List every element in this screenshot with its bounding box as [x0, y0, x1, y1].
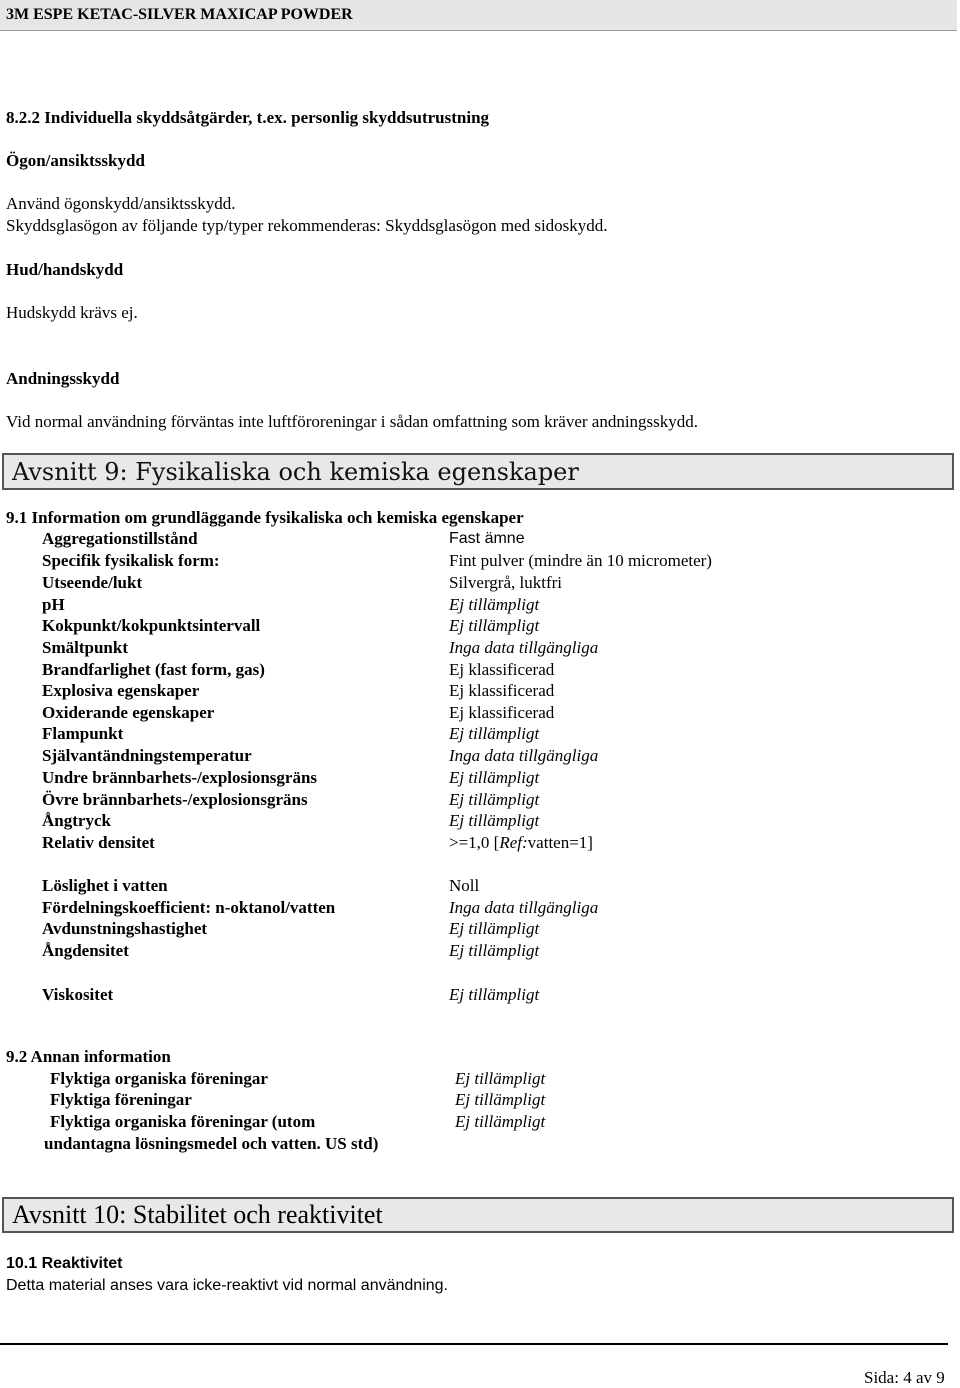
footer-divider [0, 1343, 948, 1345]
property-value: Ej tillämpligt [449, 985, 540, 1004]
property-label: Avdunstningshastighet [42, 919, 208, 938]
section-10-header [2, 1197, 954, 1233]
property-value: Ej tillämpligt [449, 724, 540, 743]
property-label: Aggregationstillstånd [42, 529, 198, 548]
subsection-9-2-heading [6, 1047, 171, 1067]
property-label: Oxiderande egenskaper [42, 703, 215, 722]
respiratory-protection-line: Vid normal användning förväntas inte luftföroreningar i sådan omfattning som kräver andningsskydd. [6, 412, 699, 431]
property-label: Kokpunkt/kokpunktsintervall [42, 616, 261, 635]
property-value: Fint pulver (mindre än 10 micrometer) [449, 551, 712, 570]
property-label: Löslighet i vatten [42, 876, 168, 895]
property-label: Undre brännbarhets-/explosionsgräns [42, 768, 318, 787]
property-value: Inga data tillgängliga [449, 746, 599, 765]
property-value: Ej tillämpligt [449, 790, 540, 809]
other-info-label: Flyktiga organiska föreningar (utom [50, 1112, 316, 1131]
other-info-label: Flyktiga organiska föreningar [50, 1069, 268, 1088]
subsection-10-1-number: 10.1 [6, 1255, 38, 1272]
respiratory-protection-heading: Andningsskydd [6, 369, 120, 388]
property-value: Ej tillämpligt [449, 768, 540, 787]
ref-label: Ref: [499, 833, 528, 852]
property-value [449, 833, 593, 853]
skin-protection-line: Hudskydd krävs ej. [6, 303, 138, 322]
subsection-9-1-title: Information om grundläggande fysikaliska och kemiska egenskaper [27, 508, 524, 527]
other-info-label-continuation: undantagna lösningsmedel och vatten. US std) [44, 1134, 379, 1153]
property-label: Specifik fysikalisk form: [42, 551, 220, 570]
subsection-9-1-heading [6, 508, 524, 528]
eye-protection-line-2: Skyddsglasögon av följande typ/typer rekommenderas: Skyddsglasögon med sidoskydd. [6, 216, 608, 235]
other-info-value: Ej tillämpligt [455, 1112, 546, 1131]
property-value: Inga data tillgängliga [449, 898, 599, 917]
subsection-9-2-title: Annan information [27, 1047, 171, 1066]
section-9-header [2, 453, 954, 490]
property-value: Ej klassificerad [449, 681, 555, 700]
skin-protection-heading: Hud/handskydd [6, 260, 124, 279]
section-10-title: Avsnitt 10: Stabilitet och reaktivitet [12, 1200, 383, 1229]
property-label: Ångdensitet [42, 941, 129, 960]
property-value: Ej tillämpligt [449, 616, 540, 635]
subsection-10-1-title: Reaktivitet [37, 1255, 123, 1272]
property-value: Ej klassificerad [449, 660, 555, 679]
section-9-title: Avsnitt 9: Fysikaliska och kemiska egenskaper [12, 458, 579, 486]
property-label: Utseende/lukt [42, 573, 143, 592]
property-label: Flampunkt [42, 724, 124, 743]
document-header [0, 0, 957, 31]
eye-protection-heading: Ögon/ansiktsskydd [6, 151, 145, 170]
product-title: 3M ESPE KETAC-SILVER MAXICAP POWDER [6, 6, 353, 23]
property-label: Viskositet [42, 985, 114, 1004]
property-label: Explosiva egenskaper [42, 681, 200, 700]
property-value: Inga data tillgängliga [449, 638, 599, 657]
property-value: Ej tillämpligt [449, 919, 540, 938]
section-8-2-2-heading: 8.2.2 Individuella skyddsåtgärder, t.ex. personlig skyddsutrustning [6, 108, 490, 127]
property-value: Fast ämne [449, 530, 525, 547]
property-label: pH [42, 595, 65, 614]
property-label: Brandfarlighet (fast form, gas) [42, 660, 265, 679]
page-number: Sida: 4 av 9 [864, 1368, 945, 1387]
property-label: Ångtryck [42, 811, 111, 830]
property-label: Smältpunkt [42, 638, 128, 657]
property-value: Silvergrå, luktfri [449, 573, 562, 592]
property-value: Ej tillämpligt [449, 595, 540, 614]
subsection-10-1-heading [6, 1255, 123, 1273]
property-value: Ej tillämpligt [449, 941, 540, 960]
eye-protection-line-1: Använd ögonskydd/ansiktsskydd. [6, 194, 236, 213]
other-info-value: Ej tillämpligt [455, 1090, 546, 1109]
property-value: Ej klassificerad [449, 703, 555, 722]
property-label: Övre brännbarhets-/explosionsgräns [42, 790, 308, 809]
property-value: Noll [449, 876, 480, 895]
relative-density-value: >=1,0 [ [449, 833, 500, 852]
subsection-9-1-number: 9.1 [6, 508, 28, 527]
property-label: Fördelningskoefficient: n-oktanol/vatten [42, 898, 336, 917]
property-value: Ej tillämpligt [449, 811, 540, 830]
property-label: Självantändningstemperatur [42, 746, 252, 765]
property-label: Relativ densitet [42, 833, 155, 852]
other-info-value: Ej tillämpligt [455, 1069, 546, 1088]
other-info-label: Flyktiga föreningar [50, 1090, 192, 1109]
subsection-10-1-text: Detta material anses vara icke-reaktivt vid normal användning. [6, 1277, 448, 1294]
ref-value: vatten=1] [527, 833, 593, 852]
subsection-9-2-number: 9.2 [6, 1047, 28, 1066]
